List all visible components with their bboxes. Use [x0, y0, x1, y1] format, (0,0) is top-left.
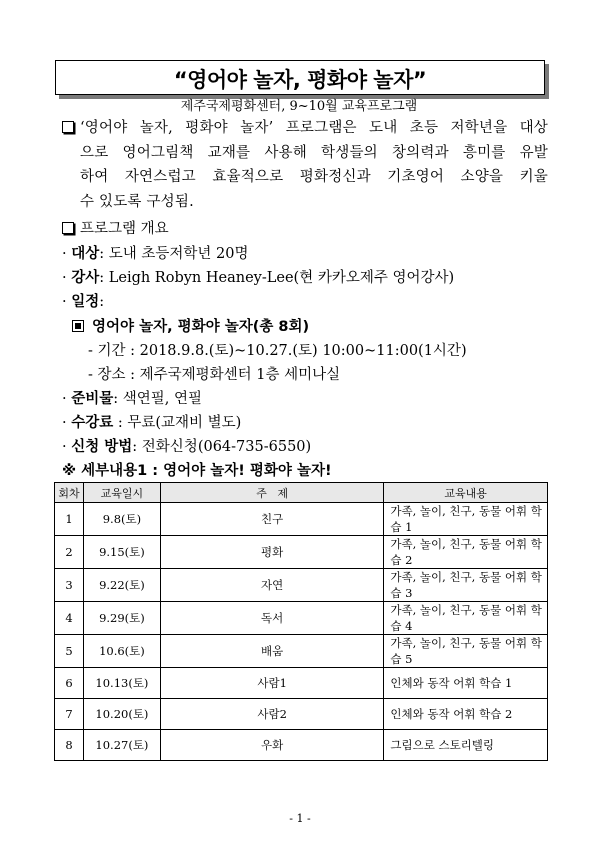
- title-box: [55, 60, 545, 95]
- period-line: - 기간 : 2018.9.8.(토)~10.27.(토) 10:00~11:00(1시간): [88, 343, 467, 359]
- instructor-label: 강사: [71, 270, 100, 286]
- header-topic: 주 제: [160, 483, 383, 503]
- header-content: 교육내용: [384, 483, 548, 503]
- program-name-line: [72, 315, 309, 336]
- header-session: 회차: [55, 483, 84, 503]
- table-row: [55, 602, 548, 635]
- fee-label: 수강료: [71, 415, 114, 431]
- overview-heading: 프로그램 개요: [62, 217, 169, 238]
- cell-session: 5: [55, 635, 84, 668]
- cell-content: 인체와 동작 어휘 학습 2: [384, 699, 548, 730]
- cell-date: 10.27(토): [83, 730, 160, 761]
- apply-value: : 전화신청(064-735-6550): [132, 439, 312, 455]
- cell-session: 7: [55, 699, 84, 730]
- target-line: · 대상: 도내 초등저학년 20명: [62, 246, 249, 262]
- fee-value: : 무료(교재비 별도): [113, 415, 242, 431]
- cell-session: 3: [55, 569, 84, 602]
- cell-date: 9.29(토): [83, 602, 160, 635]
- cell-date: 10.20(토): [83, 699, 160, 730]
- cell-session: 2: [55, 536, 84, 569]
- cell-session: 1: [55, 503, 84, 536]
- cell-topic: 친구: [160, 503, 383, 536]
- header-date: 교육일시: [83, 483, 160, 503]
- cell-date: 10.6(토): [83, 635, 160, 668]
- cell-content: 그림으로 스토리텔링: [384, 730, 548, 761]
- schedule-line: · 일정:: [62, 294, 105, 310]
- supplies-line: · 준비물: 색연필, 연필: [62, 391, 202, 407]
- cell-content: 인체와 동작 어휘 학습 1: [384, 668, 548, 699]
- cell-topic: 사람2: [160, 699, 383, 730]
- cell-content: 가족, 놀이, 친구, 동물 어휘 학습 4: [384, 602, 548, 635]
- intro-paragraph: [62, 116, 548, 214]
- page-number: - 1 -: [289, 812, 311, 825]
- intro-line-1: ‘영어야 놀자, 평화야 놀자’ 프로그램은 도내 초등 저학년을 대상: [62, 116, 548, 141]
- filled-square-bullet-icon: [72, 320, 84, 332]
- apply-label: 신청 방법: [71, 439, 133, 455]
- intro-line-3: 하여 자연스럽고 효율적으로 평화정신과 기초영어 소양을 키울: [80, 169, 548, 185]
- cell-session: 6: [55, 668, 84, 699]
- supplies-label: 준비물: [71, 391, 114, 407]
- cell-date: 10.13(토): [83, 668, 160, 699]
- cell-date: 9.22(토): [83, 569, 160, 602]
- checkbox-bullet-icon: [62, 121, 74, 133]
- document-subtitle: 제주국제평화센터, 9~10월 교육프로그램: [180, 99, 418, 114]
- document-title: “영어야 놀자, 평화야 놀자”: [173, 68, 427, 92]
- cell-date: 9.15(토): [83, 536, 160, 569]
- cell-content: 가족, 놀이, 친구, 동물 어휘 학습 2: [384, 536, 548, 569]
- intro-line-2: 으로 영어그림책 교재를 사용해 학생들의 창의력과 흥미를 유발: [80, 144, 548, 161]
- apply-line: · 신청 방법: 전화신청(064-735-6550): [62, 439, 312, 455]
- cell-topic: 사람1: [160, 668, 383, 699]
- target-label: 대상: [71, 246, 100, 262]
- cell-topic: 평화: [160, 536, 383, 569]
- instructor-value: : Leigh Robyn Heaney-Lee(현 카카오제주 영어강사): [99, 270, 455, 286]
- table-row: [55, 668, 548, 699]
- cell-topic: 배움: [160, 635, 383, 668]
- schedule-label: 일정: [71, 294, 100, 310]
- venue-line: - 장소 : 제주국제평화센터 1층 세미나실: [88, 367, 341, 383]
- table-row: [55, 635, 548, 668]
- fee-line: · 수강료 : 무료(교재비 별도): [62, 415, 242, 431]
- table-row: [55, 569, 548, 602]
- cell-session: 4: [55, 602, 84, 635]
- cell-topic: 자연: [160, 569, 383, 602]
- table-header-row: [55, 483, 548, 503]
- schedule-table: [54, 482, 548, 761]
- cell-content: 가족, 놀이, 친구, 동물 어휘 학습 3: [384, 569, 548, 602]
- supplies-value: : 색연필, 연필: [113, 391, 202, 407]
- cell-session: 8: [55, 730, 84, 761]
- program-name: 영어야 놀자, 평화야 놀자(총 8회): [92, 319, 310, 335]
- table-row: [55, 699, 548, 730]
- cell-topic: 우화: [160, 730, 383, 761]
- table-row: [55, 536, 548, 569]
- table-row: [55, 730, 548, 761]
- checkbox-bullet-icon: [62, 222, 74, 234]
- table-row: [55, 503, 548, 536]
- cell-content: 가족, 놀이, 친구, 동물 어휘 학습 1: [384, 503, 548, 536]
- detail-heading: ※ 세부내용1 : 영어야 놀자! 평화야 놀자!: [62, 463, 332, 479]
- target-value: : 도내 초등저학년 20명: [99, 246, 249, 262]
- instructor-line: · 강사: Leigh Robyn Heaney-Lee(현 카카오제주 영어강사): [62, 270, 455, 286]
- cell-content: 가족, 놀이, 친구, 동물 어휘 학습 5: [384, 635, 548, 668]
- intro-line-4: 수 있도록 구성됨.: [80, 193, 194, 210]
- cell-topic: 독서: [160, 602, 383, 635]
- cell-date: 9.8(토): [83, 503, 160, 536]
